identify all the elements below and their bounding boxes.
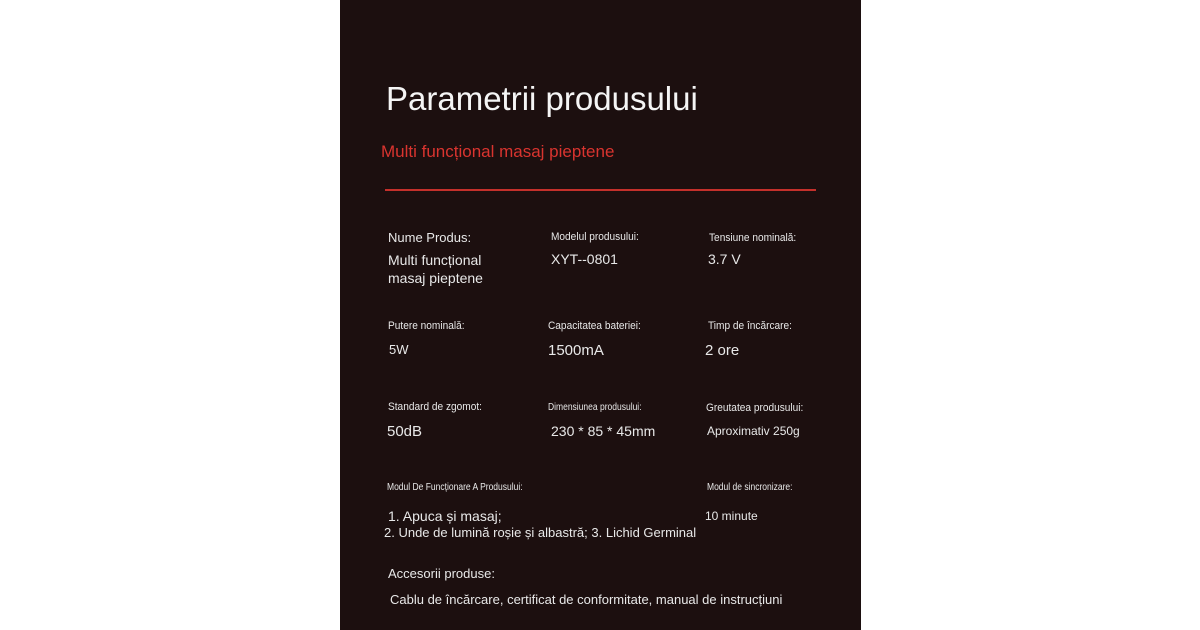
model-label: Modelul produsului:: [551, 231, 639, 243]
accessories-value: Cablu de încărcare, certificat de conformitate, manual de instrucțiuni: [390, 592, 783, 607]
weight-label: Greutatea produsului:: [706, 402, 804, 414]
name-value-line-1: Multi funcțional: [388, 252, 482, 268]
page-title: Parametrii produsului: [386, 80, 698, 117]
accessories-label: Accesorii produse:: [388, 566, 495, 581]
noise-label: Standard de zgomot:: [388, 401, 482, 413]
power-label: Putere nominală:: [388, 320, 465, 332]
battery-value: 1500mA: [548, 342, 604, 359]
divider: [385, 189, 816, 191]
name-value: [388, 251, 483, 287]
mode-label: Modul De Funcționare A Produsului:: [387, 482, 523, 493]
sync-value: 10 minute: [705, 509, 758, 523]
mode-value-line-2: 2. Unde de lumină roșie și albastră; 3. Lichid Germinal: [384, 525, 697, 540]
voltage-label: Tensiune nominală:: [709, 232, 797, 244]
mode-value-line-1: 1. Apuca și masaj;: [388, 508, 502, 524]
dimensions-label: Dimensiunea produsului:: [548, 402, 642, 413]
name-label: Nume Produs:: [388, 230, 472, 245]
sync-label: Modul de sincronizare:: [707, 482, 793, 493]
product-parameters-panel: [340, 0, 861, 630]
name-value-line-2: masaj pieptene: [388, 270, 483, 286]
page-subtitle: Multi funcțional masaj pieptene: [381, 142, 615, 161]
noise-value: 50dB: [387, 423, 423, 440]
battery-label: Capacitatea bateriei:: [548, 320, 641, 332]
power-value: 5W: [389, 342, 409, 357]
dimensions-value: 230 * 85 * 45mm: [551, 423, 656, 439]
charge-time-value: 2 ore: [705, 342, 740, 359]
charge-time-label: Timp de încărcare:: [708, 320, 792, 332]
voltage-value: 3.7 V: [708, 251, 741, 267]
model-value: XYT--0801: [551, 251, 618, 267]
weight-value: Aproximativ 250g: [707, 424, 800, 438]
